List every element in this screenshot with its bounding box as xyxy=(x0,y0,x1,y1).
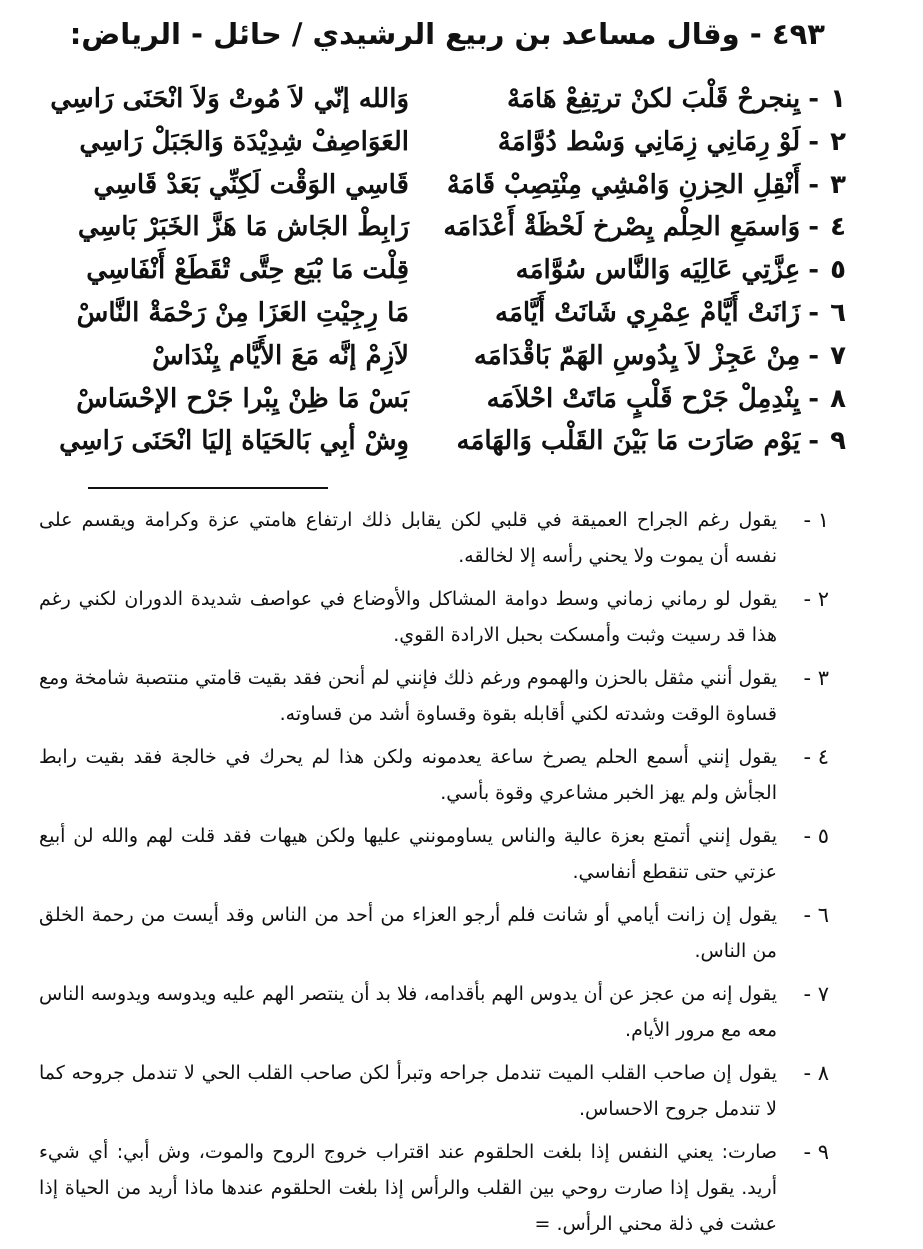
verse-first-text: وَاسمَعِ الحِلْم يِصْرخ لَحْظَةْ أَعْدَامَه xyxy=(443,212,801,243)
verse-second-hemistich: العَوَاصِفْ شِدِيْدَة وَالجَبَلْ رَاسِي xyxy=(79,126,409,157)
footnote-text: يقول أنني مثقل بالحزن والهموم ورغم ذلك فإنني لم أنحن فقد بقيت قامتي منتصبة شامخة ومع قساوة الوقت وشدته لكني أقابله بقوة وقساوة أشد من قساوته. xyxy=(39,667,777,725)
footnote-text: يقول إنني أتمتع بعزة عالية والناس يساومونني عليها ولكن هيهات فقد قلت لهم والله لن أبيع عزتي حتى تنقطع أنفاسي. xyxy=(39,825,777,883)
footnote xyxy=(39,976,829,1048)
verse-second-hemistich: وَالله إنّي لاَ مُوتْ وَلاَ انْحَنَى رَاسِي xyxy=(50,84,409,114)
verse-number: ٣ xyxy=(830,169,846,200)
verse-first-text: عِزَّتِي عَالِيَه وَالنَّاس سُوَّامَه xyxy=(515,255,801,286)
verse-first-text: أَنْقِلِ الحِزنِ وَامْشِي مِنْتِصِبْ قَامَهْ xyxy=(446,169,801,200)
verse-row xyxy=(79,206,849,249)
footnotes xyxy=(39,502,829,1249)
verse-number: ٥ xyxy=(830,255,846,286)
footnote-number: ٣ - xyxy=(803,666,829,690)
verse-first-text: يِنجرحْ قَلْبَ لكنْ ترتِفِعْ هَامَهْ xyxy=(507,84,801,114)
footnote-text: يقول إنه من عجز عن أن يدوس الهم بأقدامه، فلا بد أن ينتصر الهم عليه ويدوسه ويدوسه الناس معه مع مرور الأيام. xyxy=(39,983,777,1041)
verse-first-text: لَوْ رِمَانِي زِمَانِي وَسْط دُوَّامَهْ xyxy=(497,126,801,157)
footnote xyxy=(39,897,829,969)
footnote-number: ٧ - xyxy=(803,982,829,1006)
footnote-number: ١ - xyxy=(803,508,829,532)
verse-row xyxy=(79,249,849,292)
verse-row xyxy=(50,78,849,121)
footnote-text: يقول لو رماني زماني وسط دوامة المشاكل والأوضاع في عواصف شديدة الدوران لكني رغم هذا قد رسيت وثبت وأمسكت بحبل الارادة القوي. xyxy=(39,588,777,646)
footnote xyxy=(39,818,829,890)
verse-second-hemistich: مَا رِجِيْتِ العَزَا مِنْ رَحْمَةْ النَّاسْ xyxy=(76,297,409,328)
footnote-text: يقول إن زانت أيامي أو شانت فلم أرجو العزاء من أحد من الناس وقد أيست من رحمة الخلق من الناس. xyxy=(39,904,777,962)
verse-row xyxy=(76,292,849,335)
verse-second-hemistich: وِشْ أبِي بَالحَيَاة إليَا انْحَنَى رَاسِي xyxy=(59,426,409,457)
footnote xyxy=(39,660,829,732)
verse-second-hemistich: لاَزِمْ إنَّه مَعَ الأَيَّام يِنْدَاسْ xyxy=(152,340,409,371)
poem-heading: ٤٩٣ - وقال مساعد بن ربيع الرشيدي / حائل - الرياض: xyxy=(69,17,825,51)
verse-first-hemistich: ٧-مِنْ عَجِزْ لاَ يِدُوسِ الهَمّ بَاقْدَامَه xyxy=(509,335,849,377)
footnote-number: ٨ - xyxy=(803,1061,829,1085)
verse-row xyxy=(79,335,849,378)
footnote-number: ٩ - xyxy=(803,1140,829,1164)
footnote-text: صارت: يعني النفس إذا بلغت الحلقوم عند اقتراب خروج الروح والموت، وش أبي: أي شيء أريد. يقول إذا صارت روحي بين القلب والرأس إذا بلغت الحلقوم عندها ماذا أريد من الحياة إذا عشت في ذلة محني الرأس. = xyxy=(39,1141,777,1235)
footnote-text: يقول إنني أسمع الحلم يصرخ ساعة يعدمونه ولكن هذا لم يحرك في خالجة فقد بقيت رابط الجأش ولم يهز الخبر مشاعري وقوة بأسي. xyxy=(39,746,777,804)
verse-first-hemistich: ٤-وَاسمَعِ الحِلْم يِصْرخ لَحْظَةْ أَعْدَامَه xyxy=(509,206,849,248)
verse-first-text: يَوْم صَارَت مَا بَيْنَ القَلْب وَالهَامَه xyxy=(456,426,801,457)
verse-number: ٩ xyxy=(830,426,846,457)
footnote xyxy=(39,502,829,574)
verse-row xyxy=(76,378,849,421)
footnote-text: يقول إن صاحب القلب الميت تندمل جراحه وتبرأ لكن صاحب القلب الحي لا تندمل جروحه كما لا تندمل جروح الاحساس. xyxy=(39,1062,777,1120)
verse-first-text: مِنْ عَجِزْ لاَ يِدُوسِ الهَمّ بَاقْدَامَه xyxy=(473,340,801,371)
verse-first-text: زَانَتْ أَيَّامْ عِمْرِي شَانَتْ أَيَّامَه xyxy=(495,297,801,328)
verse-row xyxy=(79,121,849,164)
verse-number: ٢ xyxy=(830,126,846,157)
verse-second-hemistich: قِلْت مَا بْيَع حِتَّى تْقَطَعْ أَنْفَاسِي xyxy=(86,255,409,286)
verse-number: ٤ xyxy=(830,212,846,243)
footnote xyxy=(39,739,829,811)
verse-first-hemistich: ٦-زَانَتْ أَيَّامْ عِمْرِي شَانَتْ أَيَّامَه xyxy=(509,292,849,334)
verse-number: ٨ xyxy=(830,383,846,414)
verse-first-hemistich: ٢-لَوْ رِمَانِي زِمَانِي وَسْط دُوَّامَهْ xyxy=(509,121,849,163)
verse-row xyxy=(79,164,849,207)
verse-row xyxy=(59,420,849,463)
footnote xyxy=(39,1134,829,1242)
footnote-text: يقول رغم الجراح العميقة في قلبي لكن يقابل ذلك ارتفاع هامتي عزة وكرامة ويقسم على نفسه أن يموت ولا يحني رأسه إلا لخالقه. xyxy=(39,509,777,567)
footnote xyxy=(39,581,829,653)
footnote-number: ٤ - xyxy=(803,745,829,769)
footnote-number: ٦ - xyxy=(803,903,829,927)
poem-verses xyxy=(50,78,849,463)
verse-first-hemistich: ٨-يِنْدِمِلْ جَرْح قَلْبٍ مَاتَتْ احْلاَمَه xyxy=(509,378,849,420)
footnote xyxy=(39,1055,829,1127)
verse-number: ٦ xyxy=(830,297,846,328)
verse-first-hemistich: ١-يِنجرحْ قَلْبَ لكنْ ترتِفِعْ هَامَهْ xyxy=(509,78,849,120)
verse-first-hemistich: ٩-يَوْم صَارَت مَا بَيْنَ القَلْب وَالهَامَه xyxy=(509,420,849,462)
verse-number: ٧ xyxy=(830,340,846,371)
verse-first-hemistich: ٣-أَنْقِلِ الحِزنِ وَامْشِي مِنْتِصِبْ قَامَهْ xyxy=(509,164,849,206)
footnote-divider xyxy=(88,487,328,489)
footnote-number: ٥ - xyxy=(803,824,829,848)
verse-second-hemistich: قَاسِي الوَقْت لَكِنِّي بَعَدْ قَاسِي xyxy=(93,169,409,200)
verse-first-hemistich: ٥-عِزَّتِي عَالِيَه وَالنَّاس سُوَّامَه xyxy=(509,249,849,291)
verse-second-hemistich: رَابِطْ الجَاش مَا هَزَّ الخَبَرْ بَاسِي xyxy=(77,212,409,243)
verse-number: ١ xyxy=(830,84,846,114)
verse-second-hemistich: بَسْ مَا ظِنْ يِبْرا جَرْح الإحْسَاسْ xyxy=(76,383,409,414)
footnote-number: ٢ - xyxy=(803,587,829,611)
verse-first-text: يِنْدِمِلْ جَرْح قَلْبٍ مَاتَتْ احْلاَمَه xyxy=(486,383,801,414)
